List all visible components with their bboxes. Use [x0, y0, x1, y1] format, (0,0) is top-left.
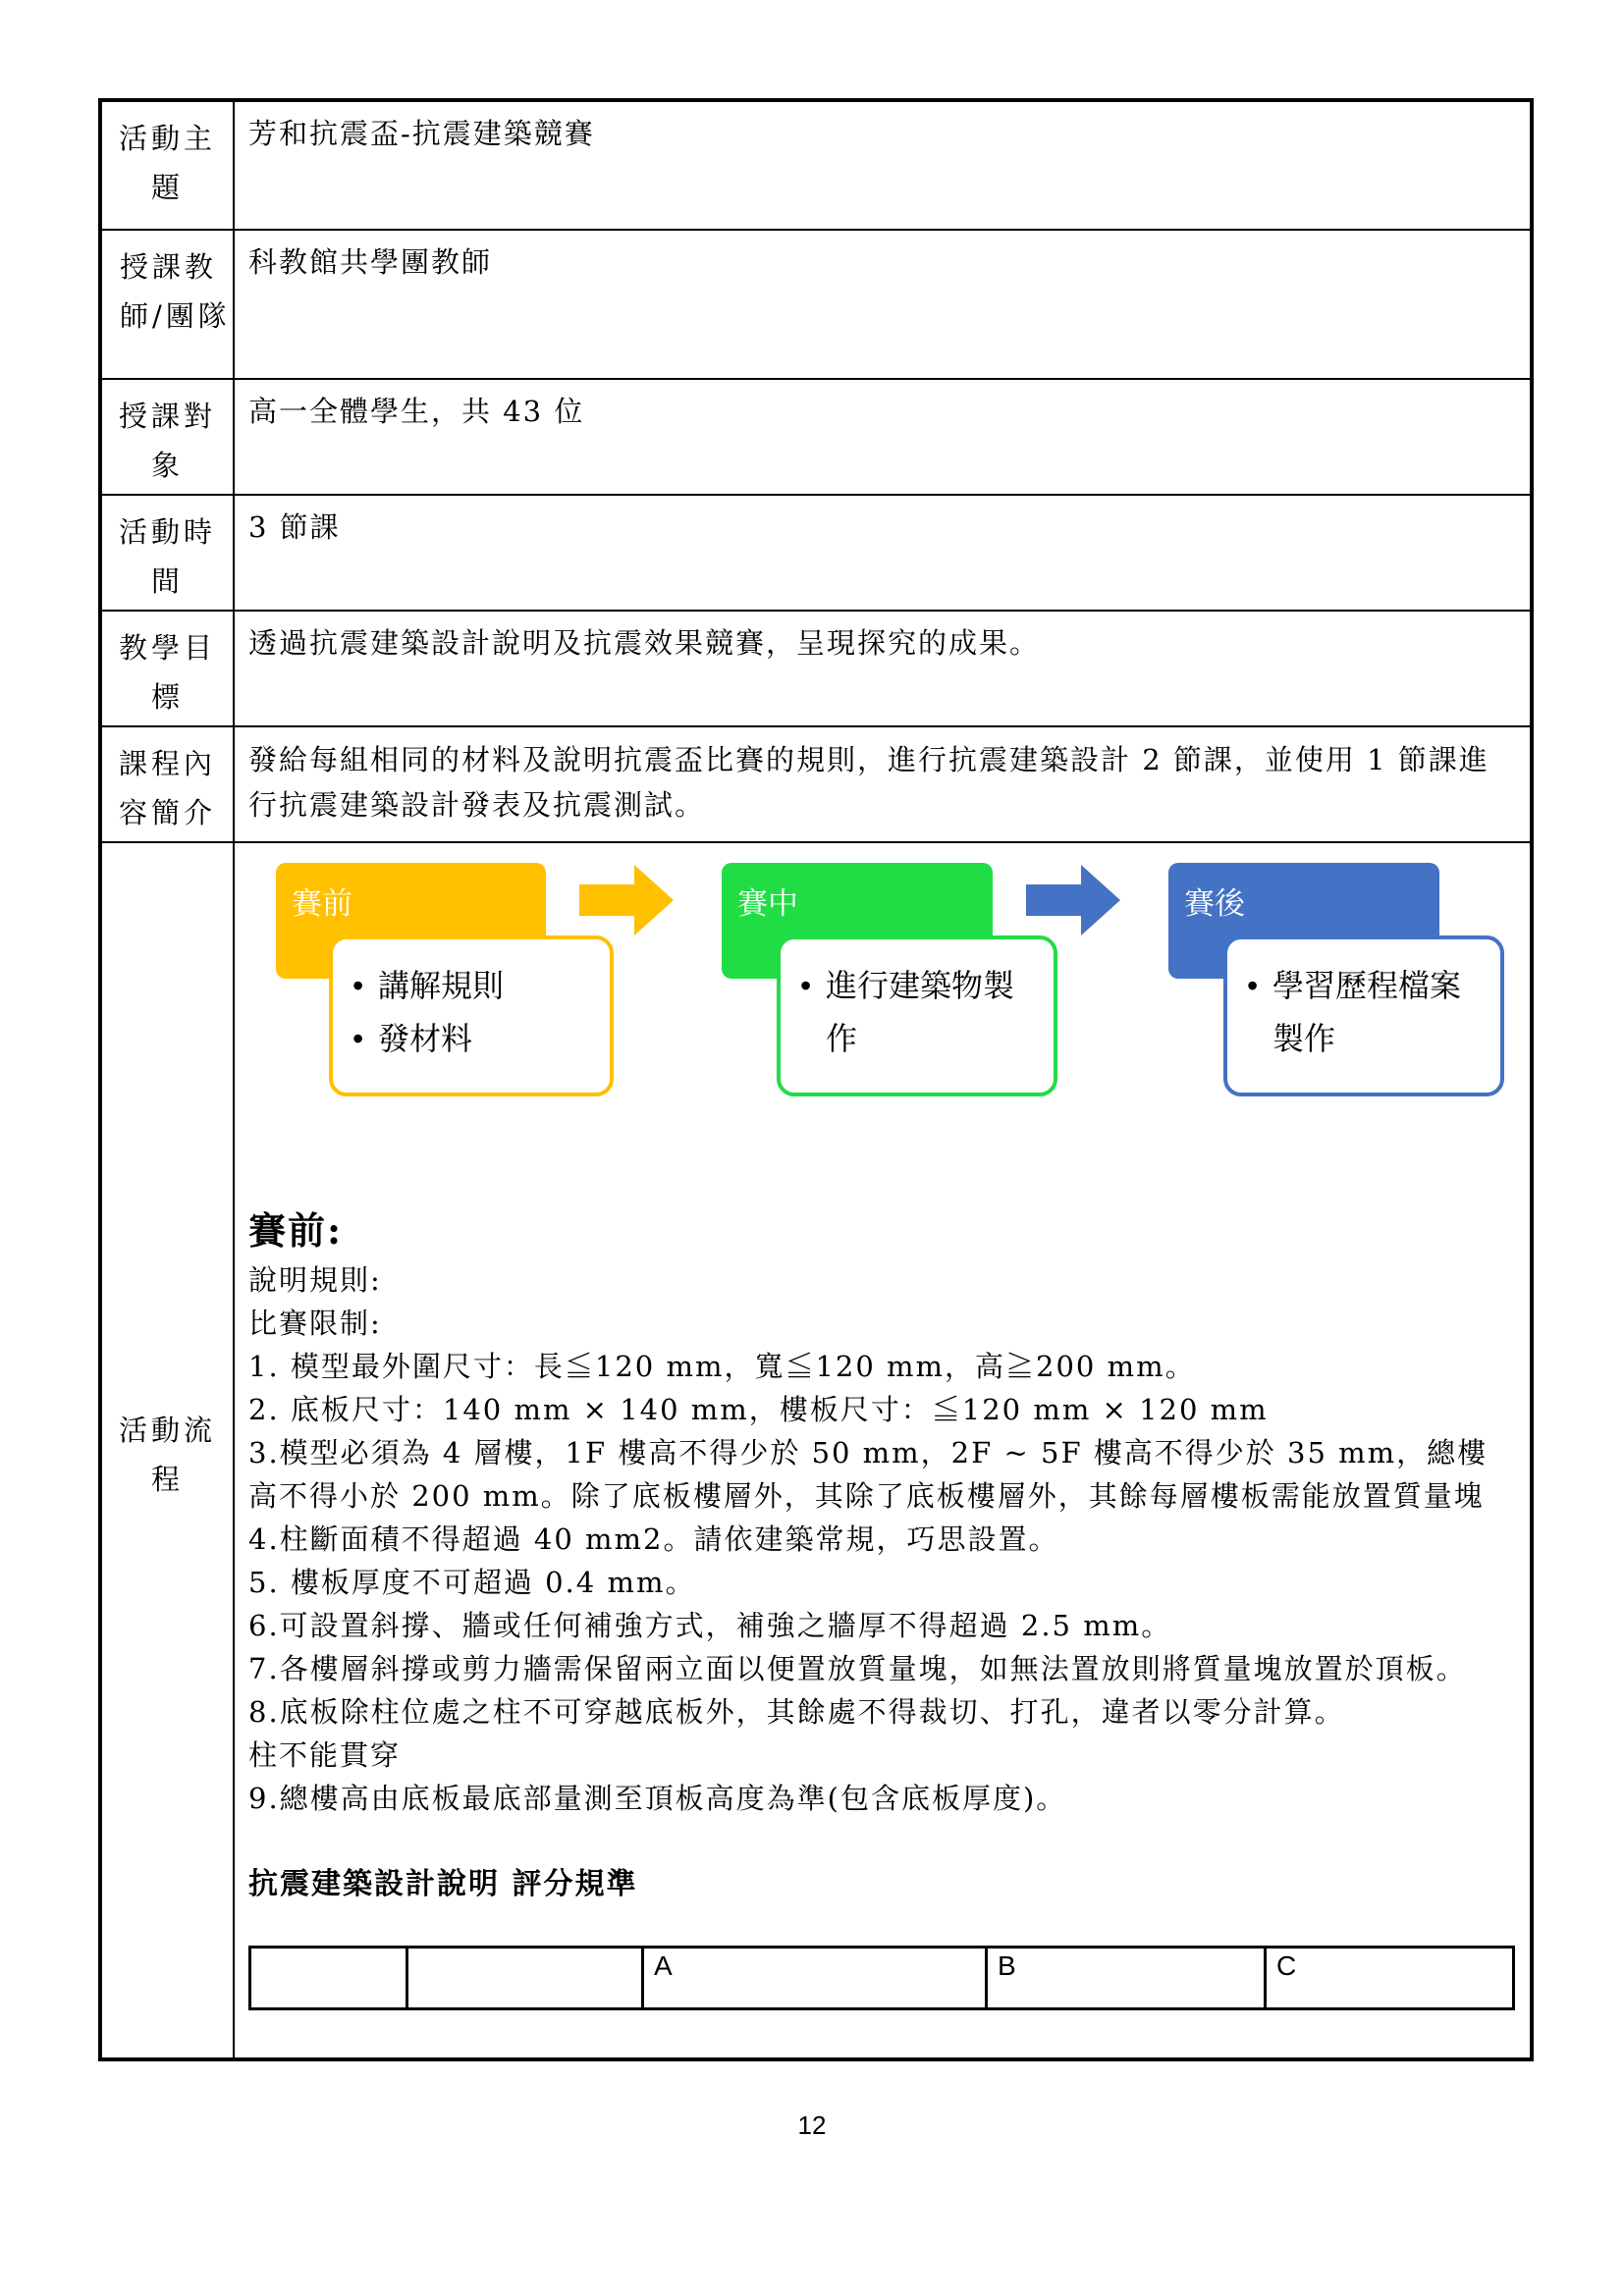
- lesson-plan-table: [98, 98, 1534, 2061]
- score-header-cell: A: [643, 1948, 987, 2009]
- scoring-table: [248, 1946, 1515, 2010]
- label-teaching-goal: 教學目標: [100, 611, 234, 726]
- value-activity-theme: 芳和抗震盃-抗震建築競賽: [234, 100, 1532, 230]
- section-heading: 賽前:: [248, 1208, 344, 1253]
- row-activity-theme: [100, 100, 1532, 230]
- stage-before-title: 賽前: [292, 886, 352, 921]
- value-activity-time: 3 節課: [234, 495, 1532, 611]
- score-header-cell: C: [1266, 1948, 1514, 2009]
- row-course-summary: [100, 726, 1532, 842]
- score-header-cell: B: [987, 1948, 1266, 2009]
- stage-during-title: 賽中: [737, 886, 798, 921]
- row-activity-process: [100, 842, 1532, 2059]
- score-header-cell: [407, 1948, 643, 2009]
- value-course-summary: 發給每組相同的材料及說明抗震盃比賽的規則，進行抗震建築設計 2 節課，並使用 1 節課進行抗震建築設計發表及抗震測試。: [234, 726, 1532, 842]
- rule-line: 3.模型必須為 4 層樓，1F 樓高不得少於 50 mm，2F ~ 5F 樓高不得少於 35 mm，總樓高不得小於 200 mm。除了底板樓層外，其除了底板樓層外，其餘每層樓板需能放置質量塊: [248, 1436, 1489, 1513]
- row-teacher-team: [100, 230, 1532, 379]
- rule-line: 9.總樓高由底板最底部量測至頂板高度為準(包含底板厚度)。: [248, 1782, 1067, 1815]
- value-target-students: 高一全體學生，共 43 位: [234, 379, 1532, 495]
- activity-process-content: [234, 842, 1532, 2059]
- rule-line: 6.可設置斜撐、牆或任何補強方式，補強之牆厚不得超過 2.5 mm。: [248, 1609, 1172, 1642]
- value-teacher-team: 科教館共學團教師: [234, 230, 1532, 379]
- row-teaching-goal: [100, 611, 1532, 726]
- rule-line: 8.底板除柱位處之柱不可穿越底板外，其餘處不得裁切、打孔，違者以零分計算。: [248, 1695, 1345, 1729]
- stage-after-title: 賽後: [1184, 886, 1245, 921]
- rule-line: 說明規則:: [248, 1263, 382, 1297]
- label-activity-theme: 活動主題: [100, 100, 234, 230]
- scoring-header-row: [250, 1948, 1514, 2009]
- flow-diagram: [248, 853, 1516, 1187]
- stage-before-card: [329, 935, 614, 1096]
- rule-line: 4.柱斷面積不得超過 40 mm2。請依建築常規，巧思設置。: [248, 1522, 1059, 1556]
- stage-during-card: [777, 935, 1057, 1096]
- row-activity-time: [100, 495, 1532, 611]
- stage-before-item: • 講解規則: [378, 959, 586, 1012]
- rule-line: 7.各樓層斜撐或剪力牆需保留兩立面以便置放質量塊，如無法置放則將質量塊放置於頂板。: [248, 1652, 1467, 1685]
- page-number: 12: [797, 2110, 827, 2140]
- rules-list: [248, 1258, 1516, 1820]
- rule-line: 2. 底板尺寸：140 mm × 140 mm，樓板尺寸：≦120 mm × 120 mm: [248, 1393, 1269, 1426]
- score-header-cell: [250, 1948, 407, 2009]
- label-teacher-team: 授課教師/團隊: [100, 230, 234, 379]
- label-activity-process: 活動流程: [100, 842, 234, 2059]
- row-target-students: [100, 379, 1532, 495]
- stage-during-item: • 進行建築物製作: [826, 959, 1030, 1065]
- value-teaching-goal: 透過抗震建築設計說明及抗震效果競賽，呈現探究的成果。: [234, 611, 1532, 726]
- stage-before-item: • 發材料: [378, 1012, 586, 1065]
- rule-line: 1. 模型最外圍尺寸：長≦120 mm，寬≦120 mm，高≧200 mm。: [248, 1350, 1196, 1383]
- rule-line: 比賽限制:: [248, 1307, 382, 1340]
- rule-line: 柱不能貫穿: [248, 1738, 402, 1772]
- stage-after-item: • 學習歷程檔案製作: [1272, 959, 1477, 1065]
- label-activity-time: 活動時間: [100, 495, 234, 611]
- scoring-heading: 抗震建築設計說明 評分規準: [248, 1867, 638, 1901]
- label-target-students: 授課對象: [100, 379, 234, 495]
- stage-after-card: [1223, 935, 1504, 1096]
- rule-line: 5. 樓板厚度不可超過 0.4 mm。: [248, 1566, 696, 1599]
- arrow-right-icon: [1026, 865, 1120, 935]
- arrow-right-icon: [579, 865, 674, 935]
- label-course-summary: 課程內容簡介: [100, 726, 234, 842]
